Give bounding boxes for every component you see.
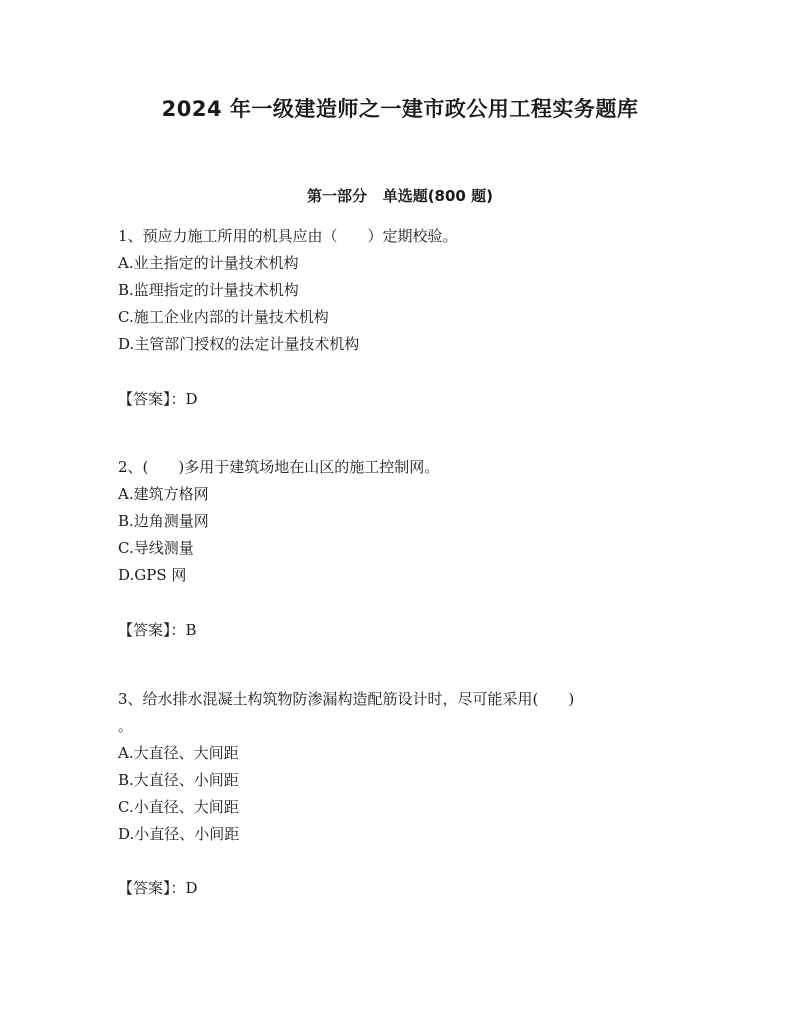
- option-d: D.主管部门授权的法定计量技术机构: [118, 335, 360, 353]
- option-d: D.小直径、小间距: [118, 825, 240, 843]
- question-1: [118, 223, 688, 408]
- answer-value: B: [185, 621, 197, 639]
- option-a: A.业主指定的计量技术机构: [118, 254, 299, 272]
- option-b: B.大直径、小间距: [118, 771, 239, 789]
- answer-value: D: [185, 879, 198, 897]
- answer-line: [118, 617, 197, 644]
- question-stem: 1、预应力施工所用的机具应由（ ）定期校验。: [118, 227, 458, 245]
- option-c: C.施工企业内部的计量技术机构: [118, 308, 329, 326]
- question-stem: 2、( )多用于建筑场地在山区的施工控制网。: [118, 458, 440, 476]
- option-b: B.边角测量网: [118, 512, 209, 530]
- answer-label: 【答案】：: [118, 879, 186, 897]
- section-heading: 第一部分 单选题(800 题): [307, 187, 493, 205]
- option-a: A.建筑方格网: [118, 485, 209, 503]
- answer-label: 【答案】：: [118, 621, 186, 639]
- answer-line: [118, 386, 198, 413]
- page-title: 2024 年一级建造师之一建市政公用工程实务题库: [161, 97, 639, 121]
- option-d: D.GPS 网: [118, 566, 187, 584]
- question-stem: 3、给水排水混凝土构筑物防渗漏构造配筋设计时，尽可能采用( ) 。: [118, 690, 575, 735]
- answer-value: D: [185, 390, 198, 408]
- option-c: C.导线测量: [118, 539, 194, 557]
- answer-line: [118, 875, 198, 902]
- option-b: B.监理指定的计量技术机构: [118, 281, 299, 299]
- answer-label: 【答案】：: [118, 390, 186, 408]
- question-3: [118, 686, 688, 897]
- option-c: C.小直径、大间距: [118, 798, 239, 816]
- option-list: [118, 250, 688, 358]
- question-2: [118, 454, 688, 639]
- option-a: A.大直径、大间距: [118, 744, 239, 762]
- option-list: [118, 481, 688, 589]
- option-list: [118, 740, 688, 848]
